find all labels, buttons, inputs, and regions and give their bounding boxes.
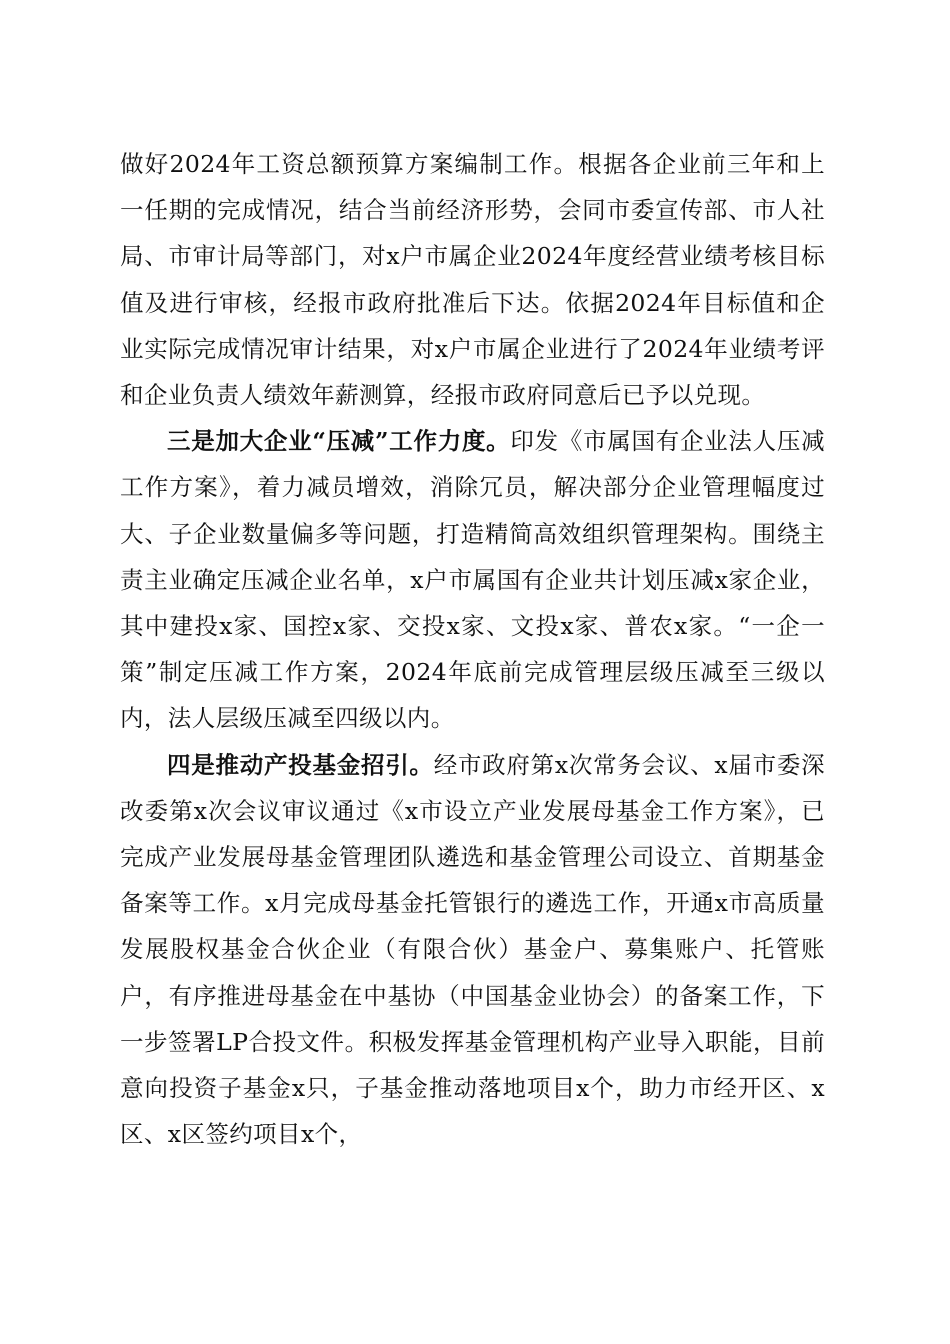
paragraph-heading: 四是推动产投基金招引。 xyxy=(167,750,434,779)
paragraph-heading: 三是加大企业“压减”工作力度。 xyxy=(167,427,511,456)
paragraph-investment-fund xyxy=(120,742,825,1158)
paragraph-text: 做好2024年工资总额预算方案编制工作。根据各企业前三年和上一任期的完成情况，结合当前经济形势，会同市委宣传部、市人社局、市审计局等部门，对x户市属企业2024年度经营业绩考核目标值及进行审核，经报市政府批准后下达。依据2024年目标值和企业实际完成情况审计结果，对x户市属企业进行了2024年业绩考评和企业负责人绩效年薪测算，经报市政府同意后已予以兑现。 xyxy=(120,150,825,410)
paragraph-enterprise-reduction xyxy=(120,418,825,741)
paragraph-salary-budget xyxy=(120,141,825,418)
paragraph-text: 印发《市属国有企业法人压减工作方案》，着力减员增效，消除冗员，解决部分企业管理幅度过大、子企业数量偏多等问题，打造精简高效组织管理架构。围绕主责主业确定压减企业名单，x户市属国有企业共计划压减x家企业，其中建投x家、国控x家、交投x家、文投x家、普农x家。“一企一策”制定压减工作方案，2024年底前完成管理层级压减至三级以内，法人层级压减至四级以内。 xyxy=(120,427,825,733)
paragraph-text: 经市政府第x次常务会议、x届市委深改委第x次会议审议通过《x市设立产业发展母基金工作方案》，已完成产业发展母基金管理团队遴选和基金管理公司设立、首期基金备案等工作。x月完成母基金托管银行的遴选工作，开通x市高质量发展股权基金合伙企业（有限合伙）基金户、募集账户、托管账户，有序推进母基金在中基协（中国基金业协会）的备案工作，下一步签署LP合投文件。积极发挥基金管理机构产业导入职能，目前意向投资子基金x只，子基金推动落地项目x个，助力市经开区、x区、x区签约项目x个， xyxy=(120,750,825,1149)
document-body xyxy=(120,141,825,1157)
